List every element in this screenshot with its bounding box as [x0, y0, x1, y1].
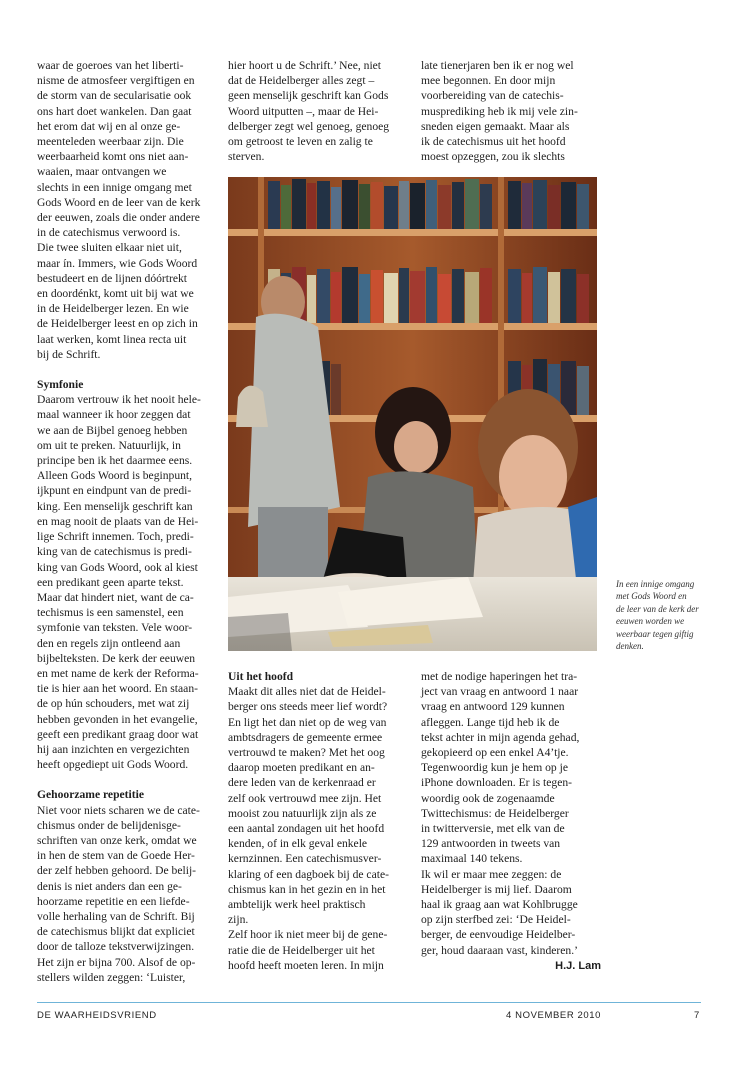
- paragraph-right-top: [421, 58, 601, 164]
- text-line: Woord uitputten –, maar de Hei-: [228, 104, 379, 118]
- text-line: moest opzeggen, zou ik slechts: [421, 150, 565, 164]
- text-line: weerbaarheid komt ons niet aan-: [37, 150, 189, 164]
- caption-line: de leer van de kerk der: [616, 603, 699, 614]
- text-line: in de Heidelberger lezen. En wie: [37, 302, 189, 316]
- paragraph-middle-top: [228, 58, 408, 164]
- text-line: ons hart doet wankelen. Dan gaat: [37, 104, 192, 118]
- text-line: kernzinnen. Een catechismusver-: [228, 852, 382, 866]
- heading-uit-het-hoofd: Uit het hoofd: [228, 670, 294, 683]
- text-line: Maar dat hindert niet, want de ca-: [37, 590, 194, 604]
- text-line: der eeuwen, zoals die onder andere: [37, 211, 200, 225]
- text-line: principe ben ik het daarmee eens.: [37, 454, 193, 468]
- text-line: waar de goeroes van het liberti-: [37, 59, 184, 72]
- text-line: sterven.: [228, 150, 265, 164]
- text-line: maximaal 140 tekens.: [421, 852, 523, 866]
- text-line: ambtsdragers de gemeente ermee: [228, 730, 383, 744]
- text-line: ambtelijk werk heel praktisch: [228, 898, 366, 912]
- text-line: hoofd heeft moeten leren. In mijn: [228, 958, 384, 972]
- text-line: musprediking heb ik mij vele zin-: [421, 104, 578, 118]
- text-line: Zelf hoor ik niet meer bij de gene-: [228, 928, 388, 942]
- text-line: hier hoort u de Schrift.’ Nee, niet: [228, 59, 382, 72]
- text-line: maal wanneer ik hoor zeggen dat: [37, 408, 191, 422]
- text-line: geen menselijk geschrift kan Gods: [228, 89, 389, 103]
- text-line: hij aan inzichten en vergezichten: [37, 742, 190, 756]
- text-line: nisme de atmosfeer vergiftigen en: [37, 74, 195, 88]
- page-number: 7: [694, 1010, 700, 1021]
- caption-line: met Gods Woord en: [616, 591, 687, 602]
- footer-date: 4 NOVEMBER 2010: [506, 1010, 602, 1021]
- text-line: de op hún schouders, met wat zij: [37, 697, 190, 711]
- text-line: de Heidelberger leest en op zich in: [37, 317, 198, 331]
- text-line: bijbelteksten. De kerk der eeuwen: [37, 651, 196, 665]
- text-line: schriften van onze kerk, omdat we: [37, 833, 197, 847]
- text-line: der zelf hebben gehoord. De belij-: [37, 864, 197, 878]
- text-line: lige Schrift innemen. Toch, predi-: [37, 530, 194, 544]
- text-line: vraag en antwoord 129 kunnen: [421, 700, 565, 714]
- text-line: Alleen Gods Woord is beginpunt,: [37, 469, 193, 483]
- text-line: den en regels zijn ontleend aan: [37, 636, 181, 650]
- text-line: symfonie van teksten. Vele woor-: [37, 621, 193, 635]
- text-line: waaien, maar ontvangen we: [37, 165, 167, 179]
- text-line: Het zijn er bijna 700. Alsof de op-: [37, 955, 196, 969]
- text-line: slechts in een innige omgang met: [37, 180, 192, 194]
- text-line: Heidelberger is mij lief. Daarom: [421, 882, 572, 896]
- caption-line: denken.: [616, 641, 644, 652]
- text-line: geeft een predikant graag door wat: [37, 727, 199, 741]
- text-line: 129 antwoorden in tweets van: [421, 837, 561, 851]
- caption-line: In een innige omgang: [616, 579, 695, 589]
- footer-rule: [37, 1002, 701, 1003]
- text-line: om uit te preken. Natuurlijk, in: [37, 438, 181, 452]
- text-line: Gods Woord en de leer van de kerk: [37, 195, 201, 209]
- text-line: meenteleden weerbaar zijn. Die: [37, 135, 184, 149]
- text-line: hebben gevonden in het evangelie,: [37, 712, 198, 726]
- text-line: chismus kan in het gezin en in het: [228, 882, 386, 896]
- text-line: delberger zegt wel genoeg, genoeg: [228, 119, 390, 133]
- text-line: ject van vraag en antwoord 1 naar: [421, 685, 579, 699]
- text-line: dat de Heidelberger alles zegt –: [228, 74, 375, 88]
- column-right-top: [421, 58, 601, 164]
- text-line: late tienerjaren ben ik er nog wel: [421, 59, 574, 72]
- text-line: een aantal zondagen uit het hoofd: [228, 822, 385, 836]
- text-line: Tegenwoordig kun je hem op je: [421, 761, 568, 775]
- paragraph-repetitie: [37, 803, 217, 985]
- text-line: de catechismus blijkt dat expliciet: [37, 925, 195, 939]
- text-line: dere leden van de kerkenraad er: [228, 776, 376, 790]
- text-line: heeft opgediept uit Gods Woord.: [37, 758, 189, 772]
- text-line: Twittechismus: de Heidelberger: [421, 806, 569, 820]
- text-line: Niet voor niets scharen we de cate-: [37, 803, 200, 817]
- paragraph-intro: [37, 58, 217, 362]
- text-line: berger, de eenvoudige Heidelber-: [421, 928, 576, 942]
- text-line: afleggen. Lange tijd heb ik de: [421, 715, 560, 729]
- text-line: zijn.: [228, 913, 249, 927]
- text-line: king van de catechismus is predi-: [37, 545, 192, 559]
- text-line: Daarom vertrouw ik het nooit hele-: [37, 393, 201, 407]
- text-line: sneden eigen gemaakt. Maar als: [421, 119, 570, 133]
- text-line: in twitterversie, met elk van de: [421, 822, 565, 836]
- text-line: ratie die de Heidelberger uit het: [228, 943, 375, 957]
- text-line: Maakt dit alles niet dat de Heidel-: [228, 685, 386, 699]
- text-line: tie is hier aan het woord. En staan-: [37, 682, 198, 696]
- text-line: techismus is een samenstel, een: [37, 606, 184, 620]
- text-line: ik de catechismus uit het hoofd: [421, 135, 566, 149]
- column-middle-bottom: [228, 669, 408, 973]
- text-line: door de talloze tekstverwijzingen.: [37, 940, 195, 954]
- text-line: het erom dat wij en al onze ge-: [37, 119, 181, 133]
- text-line: kenden, of in elk geval enkele: [228, 837, 368, 851]
- text-line: in hen de stem van de Goede Her-: [37, 849, 195, 863]
- text-line: tekst achter in mijn agenda gehad,: [421, 730, 580, 744]
- text-line: mooist zou natuurlijk zijn als ze: [228, 806, 377, 820]
- text-line: en met name de kerk der Reforma-: [37, 666, 199, 680]
- text-line: en mag nooit de plaats van de Hei-: [37, 514, 199, 528]
- text-line: laat werken, komt linea recta uit: [37, 332, 187, 346]
- text-line: op zijn sterfbed zei: ‘De Heidel-: [421, 913, 571, 927]
- text-line: bestudeert en de lijnen dóórtrekt: [37, 271, 188, 285]
- column-right-bottom: [421, 669, 601, 974]
- text-line: haal ik graag aan wat Kohlbrugge: [421, 898, 578, 912]
- text-line: mee begonnen. En door mijn: [421, 74, 556, 88]
- text-line: stellers wilden zeggen: ‘Luister,: [37, 970, 186, 984]
- text-line: daarop moeten predikant en an-: [228, 761, 375, 775]
- heading-gehoorzame-repetitie: Gehoorzame repetitie: [37, 788, 144, 802]
- text-line: king van Gods Woord, ook al kiest: [37, 560, 198, 574]
- text-line: voorbereiding van de catechis-: [421, 89, 564, 103]
- text-line: hoorzame repetitie en een liefde-: [37, 894, 190, 908]
- text-line: woordig ook de zogenaamde: [421, 791, 555, 805]
- text-line: En ligt het dan niet op de weg van: [228, 715, 387, 729]
- text-line: klaring of een dagboek bij de cate-: [228, 867, 389, 881]
- text-line: de storm van de secularisatie ook: [37, 89, 192, 103]
- text-line: Ik wil er maar mee zeggen: de: [421, 867, 562, 881]
- text-line: zelf ook vertrouwd mee zijn. Het: [228, 791, 382, 805]
- text-line: berger ons steeds meer lief wordt?: [228, 700, 388, 714]
- column-middle-top: [228, 58, 408, 164]
- text-line: iPhone downloaden. Er is tegen-: [421, 776, 573, 790]
- text-line: een predikant geen aparte tekst.: [37, 575, 184, 589]
- column-left: [37, 58, 217, 985]
- text-line: met de nodige haperingen het tra-: [421, 670, 578, 683]
- text-line: Die twee sluiten elkaar niet uit,: [37, 241, 182, 255]
- text-line: we aan de Bijbel genoeg hebben: [37, 423, 188, 437]
- text-line: bij de Schrift.: [37, 347, 101, 361]
- text-line: vertrouwd te maken? Met het oog: [228, 746, 385, 760]
- text-line: en doordénkt, komt uit bij wat we: [37, 287, 194, 301]
- text-line: gekopieerd op een enkel A4’tje.: [421, 746, 569, 760]
- caption-line: weerbaar tegen giftig: [616, 628, 694, 639]
- paragraph-symfonie: [37, 392, 217, 772]
- footer-publication: DE WAARHEIDSVRIEND: [37, 1010, 157, 1021]
- paragraph-right-bottom: [421, 669, 601, 958]
- photo-caption: [616, 578, 728, 652]
- author-signature: H.J. Lam: [555, 959, 601, 972]
- paragraph-uit-het-hoofd: [228, 684, 408, 973]
- heading-symfonie: Symfonie: [37, 378, 84, 392]
- text-line: volle herhaling van de Schrift. Bij: [37, 909, 195, 923]
- library-photo: [228, 177, 597, 651]
- text-line: in de catechismus verwoord is.: [37, 226, 181, 240]
- text-line: ger, houd daaraan vast, kinderen.’: [421, 943, 578, 957]
- caption-line: eeuwen worden we: [616, 616, 685, 627]
- text-line: om getroost te leven en zalig te: [228, 135, 373, 149]
- text-line: maar ín. Immers, wie Gods Woord: [37, 256, 198, 270]
- text-line: chismus onder de belijdenisge-: [37, 818, 181, 832]
- text-line: ijkpunt en eindpunt van de predi-: [37, 484, 192, 498]
- text-line: denis is niet anders dan een ge-: [37, 879, 182, 893]
- text-line: king. Een menselijk geschrift kan: [37, 499, 193, 513]
